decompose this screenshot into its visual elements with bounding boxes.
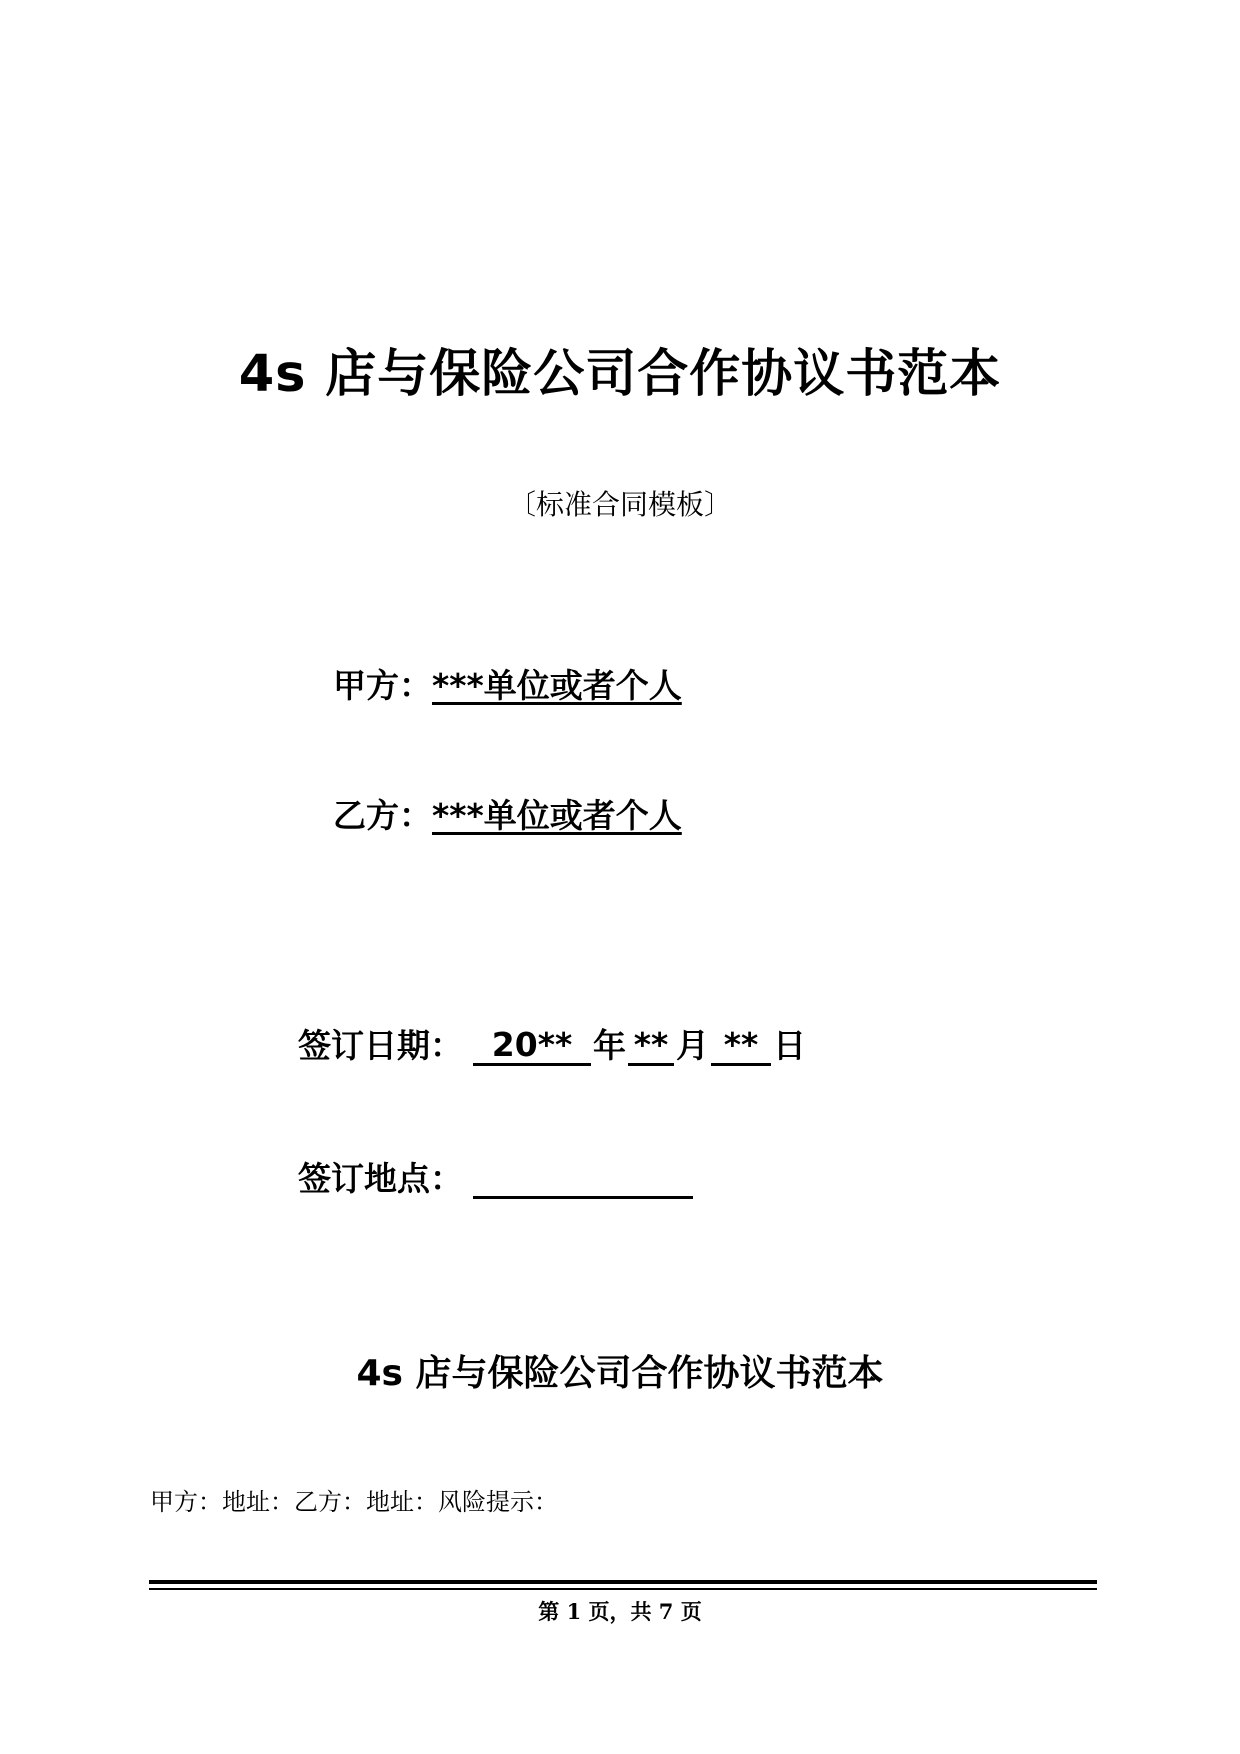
signing-place-label: 签订地点： — [298, 1159, 463, 1198]
party-b-value: ***单位或者个人 — [432, 796, 682, 835]
content-heading: 4s 店与保险公司合作协议书范本 — [356, 1353, 884, 1394]
party-a-value: ***单位或者个人 — [432, 666, 682, 705]
footer-rule-thin — [149, 1588, 1097, 1590]
page-number: 第 1 页，共 7 页 — [538, 1599, 702, 1624]
document-title: 4s 店与保险公司合作协议书范本 — [238, 345, 1002, 404]
party-b-row — [333, 792, 682, 840]
signing-year-unit: 年 — [593, 1026, 626, 1065]
signing-place-row — [298, 1155, 693, 1203]
signing-place-field[interactable] — [473, 1160, 693, 1199]
party-a-label: 甲方： — [333, 666, 432, 705]
signing-day-unit: 日 — [773, 1026, 806, 1065]
signing-day-field[interactable]: ** — [711, 1027, 771, 1066]
signing-date-label: 签订日期： — [298, 1026, 463, 1065]
signing-month-unit: 月 — [676, 1026, 709, 1065]
signing-year-field[interactable]: 20** — [473, 1027, 591, 1066]
document-subtitle: 〔标准合同模板〕 — [507, 488, 732, 521]
footer-rule-thick — [149, 1580, 1097, 1584]
content-first-line: 甲方：地址：乙方：地址：风险提示： — [150, 1488, 558, 1516]
signing-date-row — [298, 1022, 808, 1070]
signing-month-field[interactable]: ** — [628, 1027, 674, 1066]
party-a-row — [333, 662, 682, 710]
party-b-label: 乙方： — [333, 796, 432, 835]
